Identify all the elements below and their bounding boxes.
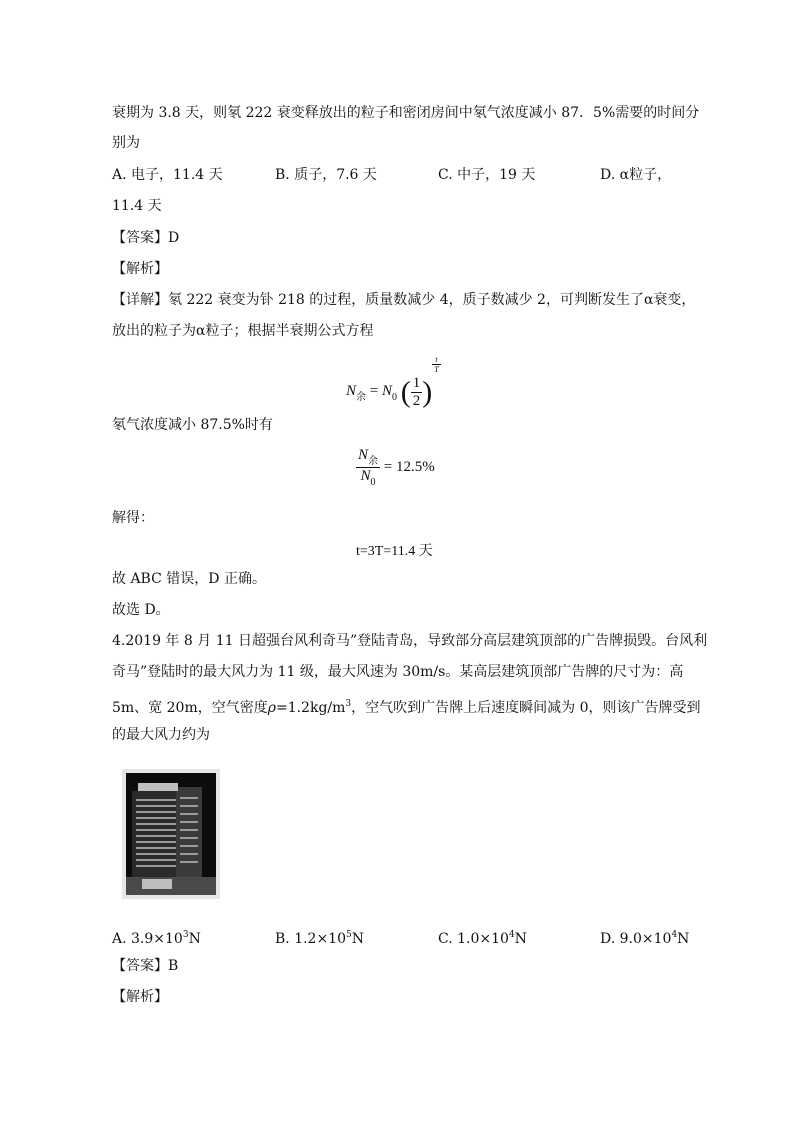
- formula-exp-num: t: [435, 355, 438, 364]
- q4-line3-tail: ，空气吹到广告牌上后速度瞬间减为 0，则该广告牌受到: [351, 700, 701, 716]
- q4-analysis-label: 【解析】: [112, 989, 168, 1005]
- formula-result: t=3T=11.4 天: [356, 544, 433, 559]
- q4-line3-before: 5m、宽 20m，空气密度: [112, 700, 268, 716]
- formula-lparen: (: [400, 375, 411, 409]
- ratio-num-N: N: [358, 447, 369, 463]
- ratio-rhs: = 12.5%: [383, 459, 435, 475]
- formula-lhs-N: N: [346, 382, 357, 399]
- answer-value: B: [168, 958, 179, 974]
- q4-option-c-unit: N: [514, 931, 527, 947]
- formula-half-den: 2: [412, 393, 421, 410]
- q4-option-b-text: B. 1.2×10: [275, 931, 346, 947]
- q3-answer: [112, 229, 179, 247]
- ratio-den-N: N: [360, 468, 371, 484]
- formula-exp-den: T: [434, 365, 439, 374]
- formula-rparen: ): [422, 375, 433, 409]
- ratio-den-sub: 0: [370, 477, 376, 488]
- q3-analysis-label: 【解析】: [112, 261, 168, 277]
- q3-detail-line2: 放出的粒子为α粒子；根据半衰期公式方程: [112, 323, 374, 339]
- q3-solve-text: 解得：: [112, 510, 154, 526]
- q4-option-a-text: A. 3.9×10: [112, 931, 183, 947]
- ratio-num-sub: 余: [368, 456, 379, 467]
- formula-equals: =: [369, 382, 379, 399]
- rho-symbol: ρ: [267, 700, 276, 716]
- q4-line3-after: =1.2kg/m: [275, 700, 346, 716]
- q4-line3-sup: 3: [345, 699, 352, 709]
- detail-label: 【详解】: [112, 292, 168, 308]
- q4-option-a: [112, 926, 201, 948]
- answer-value: D: [168, 230, 180, 246]
- formula-ratio: [356, 447, 435, 488]
- q3-detail-line1: [112, 291, 695, 309]
- formula-half-num: 1: [412, 375, 421, 392]
- q3-stem-line1: 衰期为 3.8 天，则氡 222 衰变释放出的粒子和密闭房间中氡气浓度减小 87．5%需要的时间分: [112, 105, 700, 121]
- q3-conclusion2: 故选 D。: [112, 602, 170, 618]
- q4-option-a-exp: 3: [182, 930, 189, 940]
- q4-stem-line1: 4.2019 年 8 月 11 日超强台风利奇马”登陆青岛，导致部分高层建筑顶部的广告牌损毁。台风利: [112, 633, 708, 649]
- q4-stem-line3: [112, 695, 701, 717]
- q4-answer: [112, 957, 178, 975]
- formula-ratio-fraction: [356, 447, 380, 488]
- formula-lhs-sub: 余: [356, 391, 367, 403]
- q3-option-a: A. 电子，11.4 天: [112, 167, 223, 183]
- q3-option-b: B. 质子，7.6 天: [275, 167, 377, 183]
- q4-option-d-exp: 4: [671, 930, 678, 940]
- detail-text: 氡 222 衰变为钋 218 的过程，质量数减少 4，质子数减少 2，可判断发生了α衰变，: [168, 292, 696, 308]
- q3-option-d-continued: 11.4 天: [112, 198, 162, 214]
- q4-option-b: [275, 926, 364, 948]
- formula-exponent: [432, 355, 440, 374]
- q4-option-b-unit: N: [351, 931, 364, 947]
- formula-rhs-N: N: [381, 382, 392, 399]
- q3-conclusion1: 故 ABC 错误，D 正确。: [112, 571, 266, 587]
- q4-option-c: [438, 926, 527, 948]
- answer-label: 【答案】: [112, 958, 168, 974]
- q4-option-a-unit: N: [188, 931, 201, 947]
- q4-option-c-text: C. 1.0×10: [438, 931, 509, 947]
- building-photo-graphic: [122, 769, 220, 899]
- formula-half-fraction: [411, 375, 423, 410]
- formula-half-life: [346, 355, 441, 410]
- q3-reduce-text: 氡气浓度减小 87.5%时有: [112, 417, 273, 433]
- q4-option-d-text: D. 9.0×10: [600, 931, 672, 947]
- formula-rhs-sub: 0: [392, 391, 397, 403]
- q3-option-c: C. 中子，19 天: [438, 167, 536, 183]
- q3-option-d: D. α粒子，: [600, 167, 672, 183]
- q4-stem-line2: 奇马”登陆时的最大风力为 11 级，最大风速为 30m/s。某高层建筑顶部广告牌的尺寸为：高: [112, 664, 684, 680]
- q4-stem-line4: 的最大风力约为: [112, 727, 210, 743]
- q3-stem-line2: 别为: [112, 135, 140, 151]
- q4-option-d: [600, 926, 689, 948]
- answer-label: 【答案】: [112, 230, 168, 246]
- q4-option-b-exp: 5: [346, 930, 352, 940]
- q4-option-d-unit: N: [677, 931, 690, 947]
- building-photo: [122, 769, 220, 899]
- q4-option-c-exp: 4: [508, 930, 515, 940]
